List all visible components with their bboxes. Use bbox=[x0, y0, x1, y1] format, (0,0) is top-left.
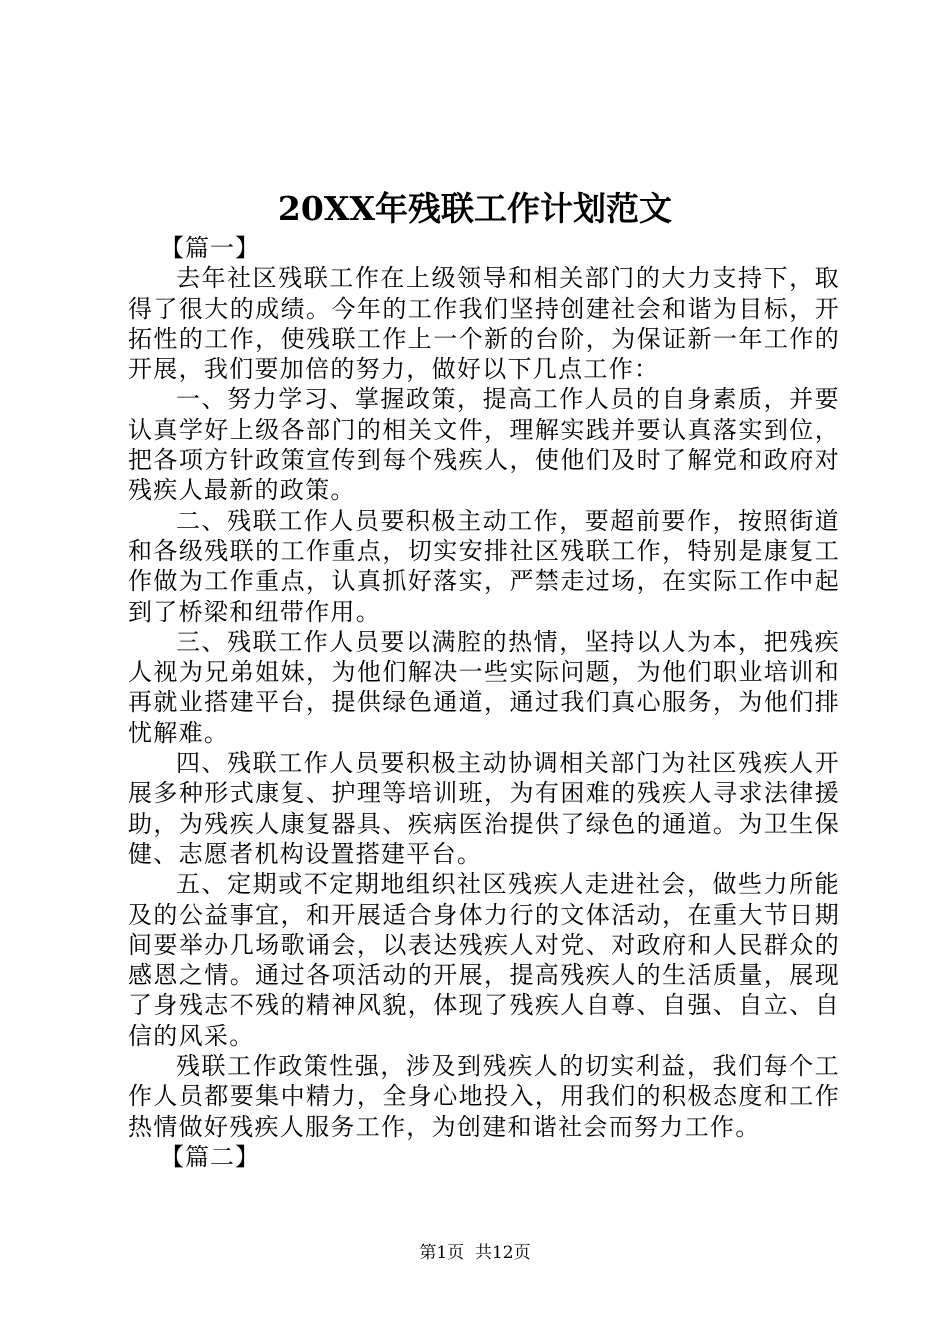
paragraph-item-3: 三、残联工作人员要以满腔的热情，坚持以人为本，把残疾人视为兄弟姐妹，为他们解决一些实际问题，为他们职业培训和再就业搭建平台，提供绿色通道，通过我们真心服务，为他们排忧解难。 bbox=[128, 627, 840, 747]
paragraph-intro: 去年社区残联工作在上级领导和相关部门的大力支持下，取得了很大的成绩。今年的工作我们坚持创建社会和谐为目标，开拓性的工作，使残联工作上一个新的台阶，为保证新一年工作的开展，我们要加倍的努力，做好以下几点工作： bbox=[128, 264, 840, 384]
page-number-label: 第1页 共12页 bbox=[419, 1243, 531, 1263]
document-body bbox=[128, 233, 840, 1172]
section-heading-2: 【篇二】 bbox=[160, 1142, 260, 1171]
paragraph-conclusion: 残联工作政策性强，涉及到残疾人的切实利益，我们每个工作人员都要集中精力，全身心地投入，用我们的积极态度和工作热情做好残疾人服务工作，为创建和谐社会而努力工作。 bbox=[128, 1052, 840, 1141]
paragraph-item-1: 一、努力学习、掌握政策，提高工作人员的自身素质，并要认真学好上级各部门的相关文件，理解实践并要认真落实到位，把各项方针政策宣传到每个残疾人，使他们及时了解党和政府对残疾人最新的政策。 bbox=[128, 385, 840, 505]
section-heading-1: 【篇一】 bbox=[160, 234, 260, 262]
paragraph-item-4: 四、残联工作人员要积极主动协调相关部门为社区残疾人开展多种形式康复、护理等培训班，为有困难的残疾人寻求法律援助，为残疾人康复器具、疾病医治提供了绿色的通道。为卫生保健、志愿者机构设置搭建平台。 bbox=[128, 749, 840, 868]
page-footer bbox=[0, 1241, 950, 1265]
paragraph-item-5: 五、定期或不定期地组织社区残疾人走进社会，做些力所能及的公益事宜，和开展适合身体力行的文体活动，在重大节日期间要举办几场歌诵会，以表达残疾人对党、对政府和人民群众的感恩之情。通过各项活动的开展，提高残疾人的生活质量，展现了身残志不残的精神风貌，体现了残疾人自尊、自强、自立、自信的风采。 bbox=[128, 870, 840, 1050]
document-title: 20XX年残联工作计划范文 bbox=[277, 189, 673, 228]
paragraph-item-2: 二、残联工作人员要积极主动工作，要超前要作，按照街道和各级残联的工作重点，切实安排社区残联工作，特别是康复工作做为工作重点，认真抓好落实，严禁走过场，在实际工作中起到了桥梁和纽带作用。 bbox=[128, 506, 840, 626]
